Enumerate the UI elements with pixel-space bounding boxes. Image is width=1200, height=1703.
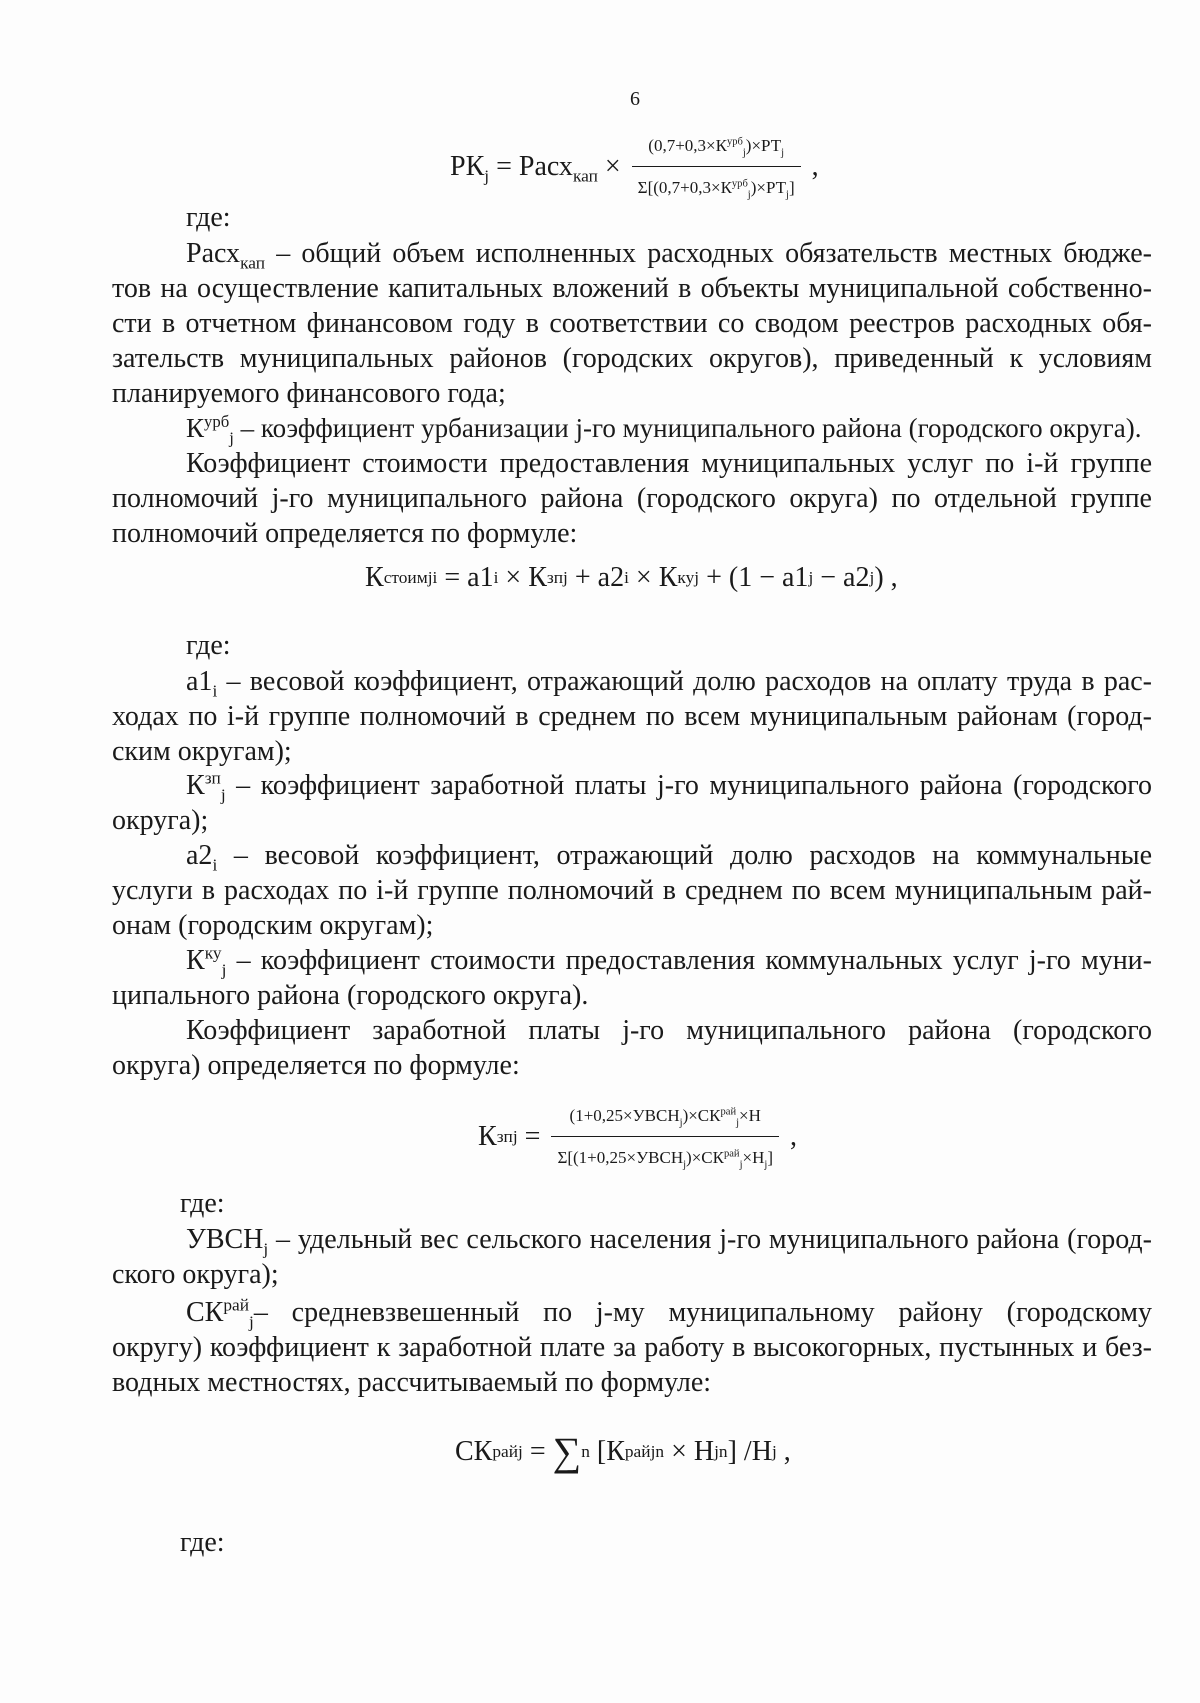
formula-rk: $РК_j$ = Расх$_{кап}$ × $\frac{(0,7+0,3\times К^{урб}_j)\times РТ_j}{\Sigma[(0,7+0,3\times К^{урб}_j)\times РТ_j]}$ , <box>450 128 819 205</box>
formula-rk-rasx: Расх$_{кап}$ <box>518 151 598 186</box>
definition-kzp: $К^{зп}_j$ – коэффициент заработной платы j-го муниципального района (городского округа); <box>112 768 1152 836</box>
symbol-kku: $К^{ку}_j$ <box>186 943 227 980</box>
formula-kzp-denominator: $\Sigma[(1+0,25\times УВСН_j)\times СК^{рай}_j\times Н_j]$ <box>551 1136 779 1175</box>
definition-a1: $a1_i$ – весовой коэффициент, отражающий долю расходов на оплату труда в рас- ходах по i-й группе полномочий в среднем по всем муниципальным районам (город- ским округам); <box>112 666 1152 767</box>
formula-kzp-numerator: $(1+0,25\times УВСН_j)\times СК^{рай}_j\times Н$ <box>569 1106 761 1129</box>
definition-uvsn: $УВСН_j$ – удельный вес сельского населения j-го муниципального района (город- ского округа); <box>112 1224 1152 1290</box>
formula-skrai: СК рай j = ∑ n [К рай jn × Н jn ] /Н j , <box>455 1429 791 1474</box>
formula-kzp-fraction <box>551 1098 779 1175</box>
where-label-3: где: <box>180 1188 225 1219</box>
symbol-kurb: $К^{урб}_j$ <box>186 412 234 448</box>
symbol-uvsn: $УВСН_j$ <box>186 1224 269 1259</box>
formula-kzp: К зп j = $\frac{(1+0,25\times УВСН_j)\times СК^{рай}_j\times Н}{\Sigma[(1+0,25\times УВСН_j)\times СК^{рай}_j\times Н_j]}$ , <box>478 1098 797 1175</box>
definition-kku: $К^{ку}_j$ – коэффициент стоимости предоставления коммунальных услуг j-го муни- ципального района (городского округа). <box>112 943 1152 1011</box>
formula-rk-fraction <box>632 128 801 205</box>
formula-rk-lhs: $РК_j$ <box>450 151 490 186</box>
symbol-rasx: Расх$_{кап}$ <box>186 238 265 273</box>
symbol-a2: $a2_i$ <box>186 840 218 875</box>
where-label-2: где: <box>186 630 231 661</box>
paragraph-kzp: Коэффициент заработной платы j-го муниципального района (городского округа) определяется по формуле: <box>112 1015 1152 1081</box>
symbol-a1: $a1_i$ <box>186 666 218 701</box>
sum-symbol: ∑ <box>552 1429 582 1474</box>
definition-a2: $a2_i$ – весовой коэффициент, отражающий долю расходов на коммунальные услуги в расходах по i-й группе полномочий в среднем по всем муниципальным рай- онам (городским округам); <box>112 840 1152 941</box>
paragraph-kstoim: Коэффициент стоимости предоставления муниципальных услуг по i-й группе полномочий j-го муниципального района (городского округа) по отдельной группе полномочий определяется по формуле: <box>112 448 1152 549</box>
where-label-1: где: <box>186 202 231 233</box>
definition-skrai: $СК^{рай}_j-$ средневзвешенный по j-му муниципальному району (городскому округу) коэффициент к заработной плате за работу в высокогорных, пустынных и без- водных местностях, рассчитываемый по формуле: <box>112 1295 1152 1398</box>
symbol-kzp: $К^{зп}_j$ <box>186 768 226 805</box>
formula-rk-numerator: $(0,7+0,3\times К^{урб}_j)\times РТ_j$ <box>648 136 785 159</box>
formula-rk-denominator: $\Sigma[(0,7+0,3\times К^{урб}_j)\times РТ_j]$ <box>632 166 801 205</box>
page-number: 6 <box>630 88 640 110</box>
definition-kurb: $К^{урб}_j$ – коэффициент урбанизации j-го муниципального района (городского округа). <box>186 412 1142 448</box>
symbol-skrai: $СК^{рай}_j$ <box>186 1295 254 1332</box>
where-label-4: где: <box>180 1527 225 1558</box>
formula-kstoim: К стоим ji = a1 i × К зп j + a2 i × К ку j + (1 − a1 j − a2 j ) , <box>365 562 898 593</box>
definition-rasx: Расх$_{кап}$ – общий объем исполненных расходных обязательств местных бюдже- тов на осуществление капитальных вложений в объекты муниципальной собственно- сти в отчетном финансовом году в соответствии со сводом реестров расходных обя- зательств муниципальных районов (городских округов), приведенный к условиям планируемого финансового года; <box>112 238 1152 409</box>
